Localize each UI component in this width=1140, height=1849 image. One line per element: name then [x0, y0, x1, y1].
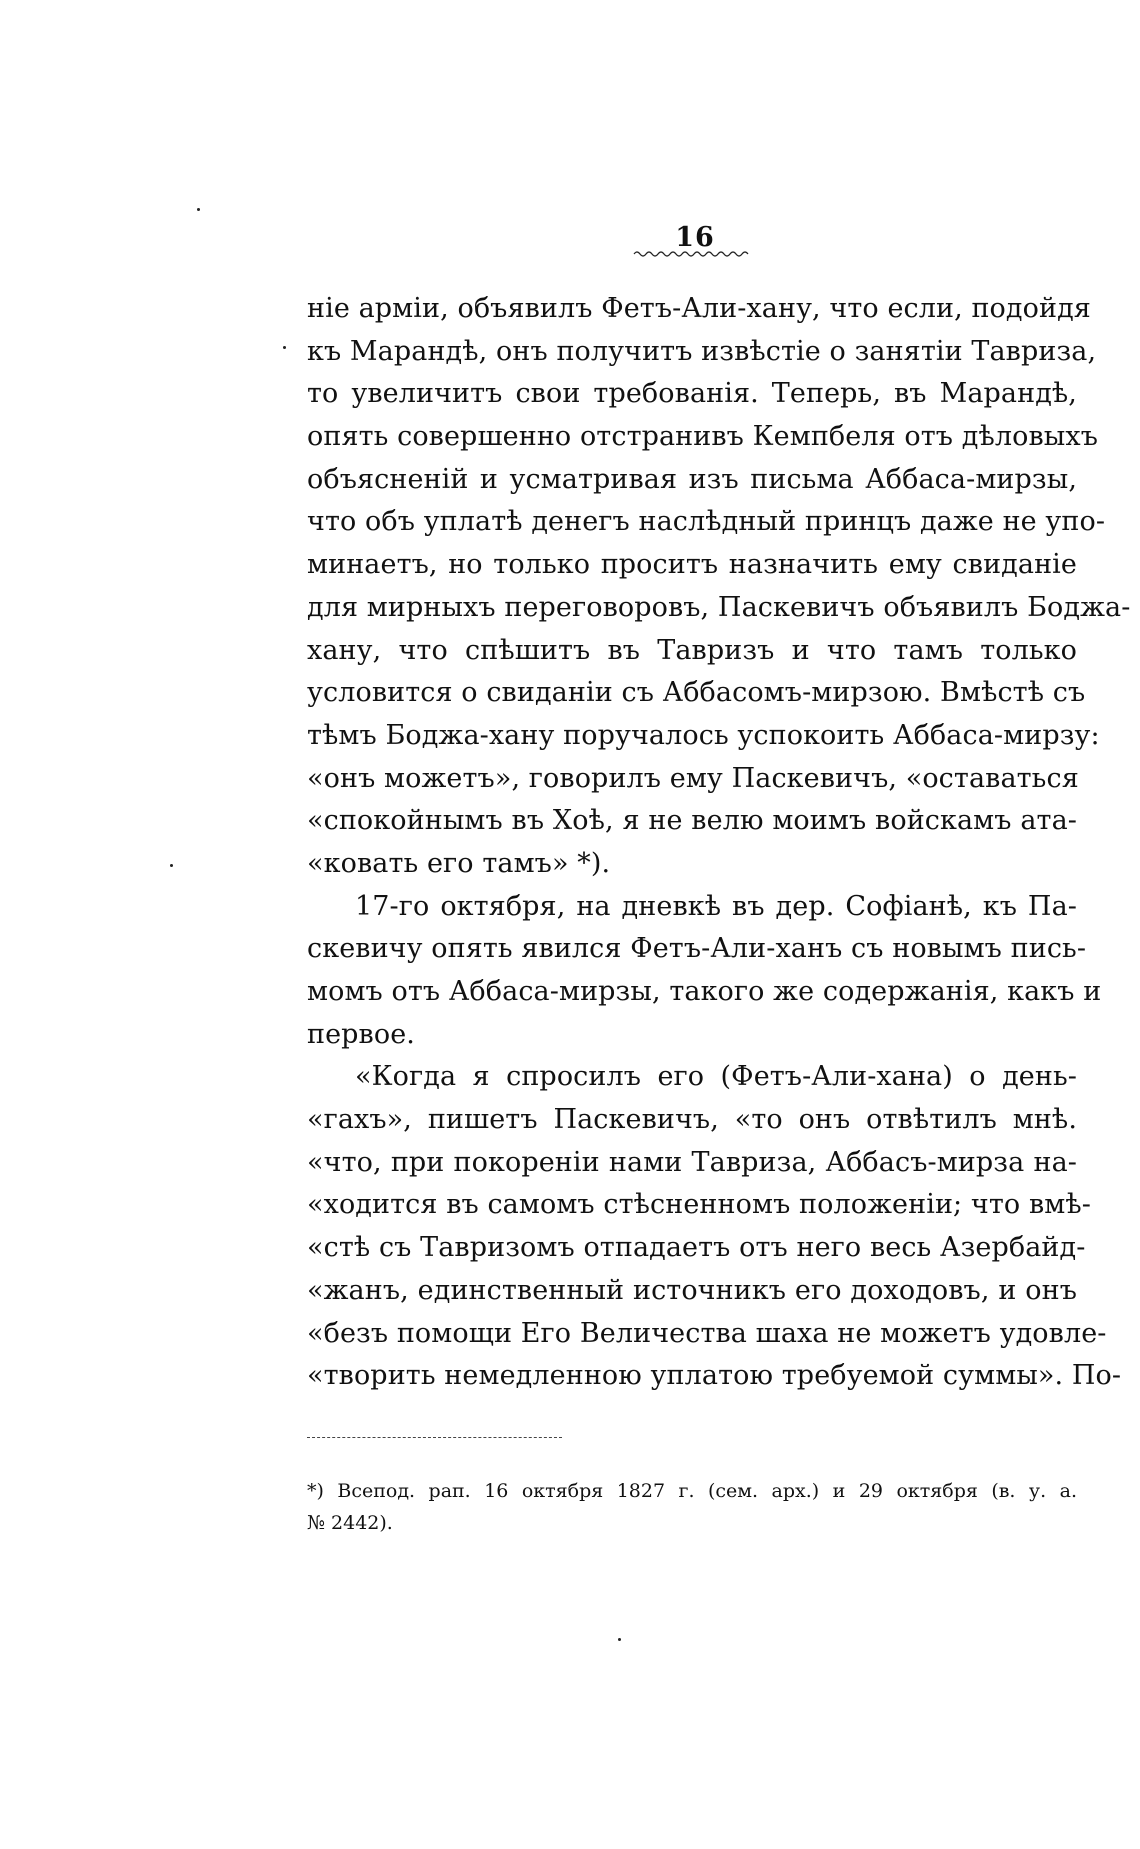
- body-line: «гахъ», пишетъ Паскевичъ, «то онъ отвѣтилъ мнѣ.: [307, 1104, 1077, 1136]
- scan-speck: [170, 864, 173, 867]
- body-line: объясненій и усматривая изъ письма Аббаса-мирзы,: [307, 463, 1077, 495]
- body-line: «стѣ съ Тавризомъ отпадаетъ отъ него весь Азербайд-: [307, 1232, 1086, 1264]
- footnote-line: *) Всепод. рап. 16 октября 1827 г. (сем. арх.) и 29 октября (в. у. а.: [307, 1480, 1077, 1502]
- footnote: [307, 1475, 1077, 1539]
- body-line: опять совершенно отстранивъ Кемпбеля отъ дѣловыхъ: [307, 421, 1098, 453]
- body-line: скевичу опять явился Фетъ-Али-ханъ съ новымъ пись-: [307, 933, 1087, 965]
- body-line: «ковать его тамъ» *).: [307, 847, 611, 879]
- body-line: хану, что спѣшитъ въ Тавризъ и что тамъ только: [307, 634, 1077, 666]
- body-line: «спокойнымъ въ Хоѣ, я не велю моимъ войскамъ ата-: [307, 805, 1077, 837]
- page-number: 16: [675, 222, 715, 253]
- body-line: момъ отъ Аббаса-мирзы, такого же содержанія, какъ и: [307, 976, 1102, 1007]
- body-line: минаетъ, но только проситъ назначить ему свиданіе: [307, 549, 1077, 581]
- body-line: первое.: [307, 1018, 415, 1050]
- scan-speck: [618, 1638, 621, 1641]
- body-line: тѣмъ Боджа-хану поручалось успокоить Аббаса-мирзу:: [307, 719, 1100, 751]
- body-line: «онъ можетъ», говорилъ ему Паскевичъ, «оставаться: [307, 762, 1079, 794]
- body-line: «творить немедленною уплатою требуемой суммы». По-: [307, 1360, 1122, 1392]
- body-line: «жанъ, единственный источникъ его доходовъ, и онъ: [307, 1274, 1077, 1306]
- footnote-line: № 2442).: [307, 1512, 393, 1534]
- body-line: «что, при покореніи нами Тавриза, Аббасъ-мирза на-: [307, 1146, 1077, 1178]
- scan-speck: [283, 346, 286, 349]
- body-line: «Когда я спросилъ его (Фетъ-Али-хана) о день-: [355, 1061, 1077, 1093]
- body-line: 17-го октября, на дневкѣ въ дер. Софіанѣ, къ Па-: [355, 890, 1077, 922]
- page-number-ornament: [632, 250, 752, 258]
- body-line: для мирныхъ переговоровъ, Паскевичъ объявилъ Боджа-: [307, 591, 1131, 623]
- body-line: ніе арміи, объявилъ Фетъ-Али-хану, что если, подойдя: [307, 293, 1091, 324]
- body-text: [307, 288, 1131, 1398]
- body-line: условится о свиданіи съ Аббасомъ-мирзою. Вмѣстѣ съ: [307, 677, 1086, 709]
- body-line: къ Марандѣ, онъ получитъ извѣстіе о занятіи Тавриза,: [307, 335, 1097, 367]
- body-line: «безъ помощи Его Величества шаха не можетъ удовле-: [307, 1317, 1107, 1349]
- body-line: «ходится въ самомъ стѣсненномъ положеніи; что вмѣ-: [307, 1189, 1091, 1221]
- footnote-divider: [307, 1437, 562, 1438]
- body-line: то увеличитъ свои требованія. Теперь, въ Марандѣ,: [307, 378, 1077, 410]
- body-line: что объ уплатѣ денегъ наслѣдный принцъ даже не упо-: [307, 506, 1106, 538]
- scan-speck: [197, 208, 200, 211]
